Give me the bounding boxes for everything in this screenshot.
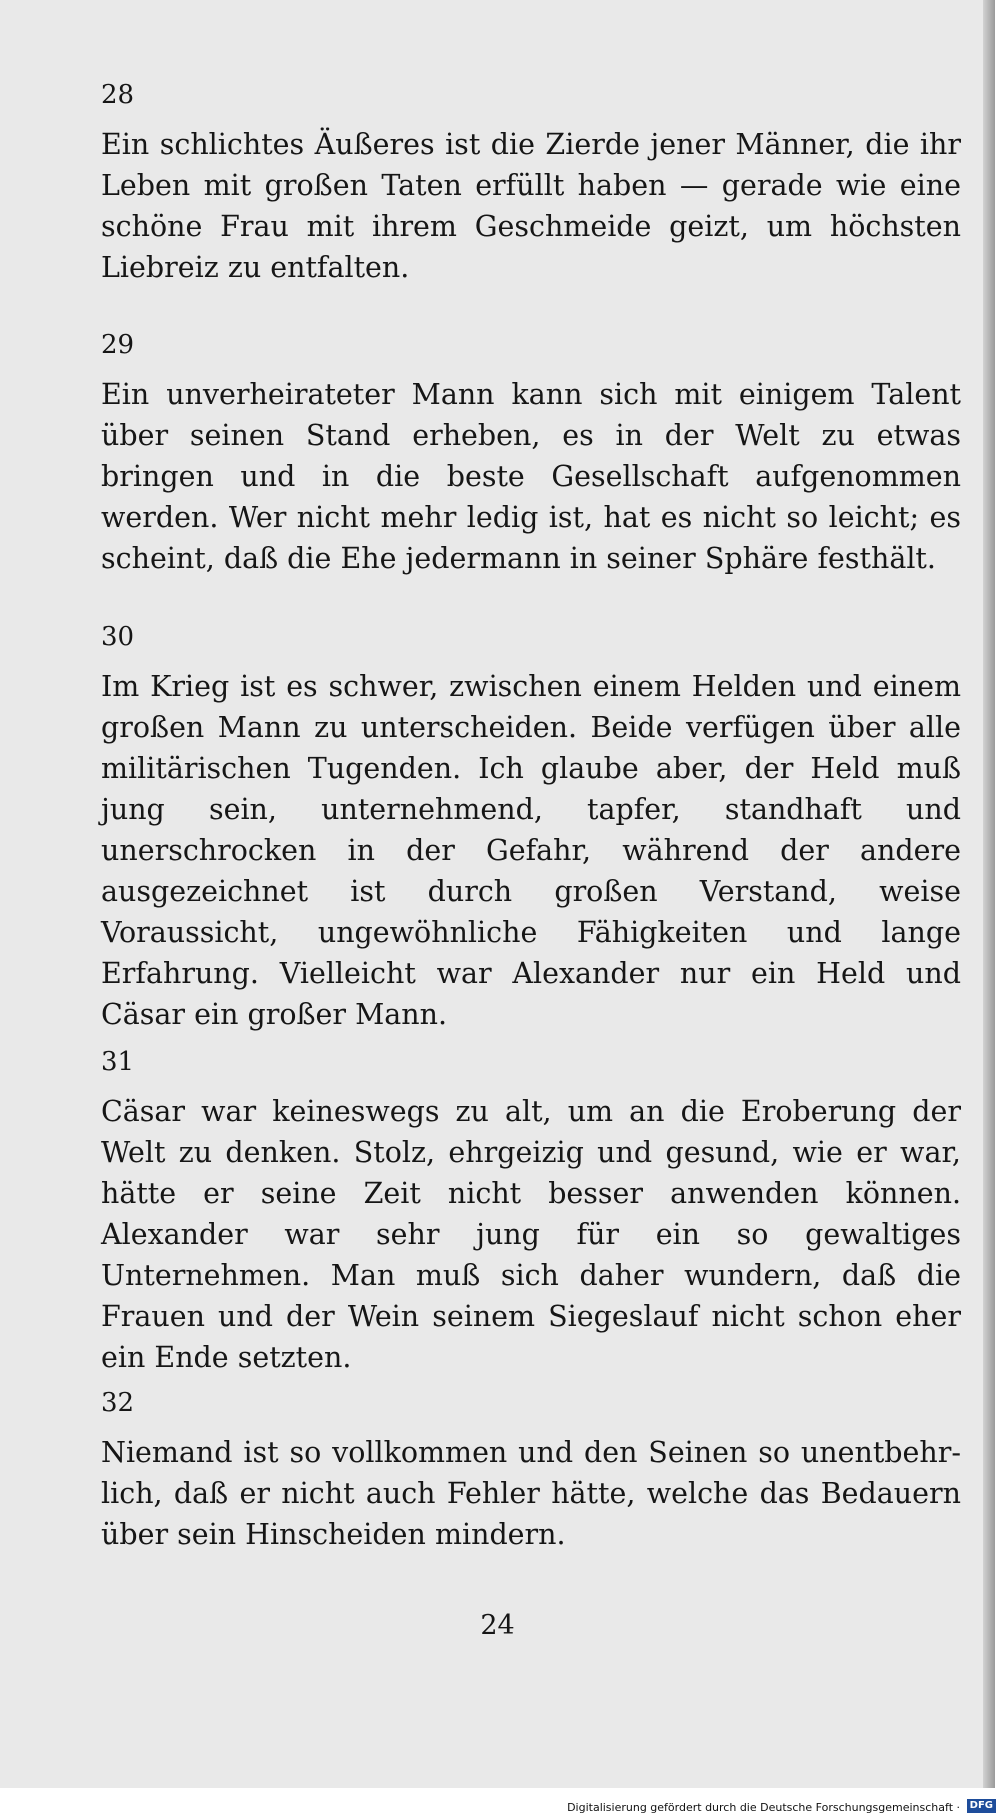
page-edge-shadow <box>983 0 995 1818</box>
aphorism-30 <box>101 622 961 1035</box>
aphorism-number: 31 <box>101 1047 135 1077</box>
aphorism-number: 32 <box>101 1388 135 1418</box>
funding-credit: Digitalisierung gefördert durch die Deutsche Forschungsgemeinschaft · <box>567 1801 960 1814</box>
aphorism-text: Im Krieg ist es schwer, zwischen einem Helden und einem großen Mann zu unterscheiden. Beide verfügen über alle militärischen Tugenden. Ich glaube aber, der Held muß jung sein, unternehmend, tapfer, standhaft und unerschrocken in der Gefahr, während der andere ausgezeichnet ist durch großen Verstand, weise Voraussicht, ungewöhnliche Fähigkeiten und lange Erfahrung. Vielleicht war Alexander nur ein Held und Cäsar ein großer Mann. <box>101 670 961 1031</box>
aphorism-number: 28 <box>101 80 135 110</box>
aphorism-29 <box>101 330 961 579</box>
aphorism-28 <box>101 80 961 288</box>
aphorism-31 <box>101 1047 961 1378</box>
aphorism-32 <box>101 1388 961 1555</box>
page-number: 24 <box>480 1610 515 1641</box>
dfg-logo: DFG <box>967 1799 996 1813</box>
aphorism-number: 29 <box>101 330 135 360</box>
aphorism-text: Niemand ist so vollkommen und den Seinen so unentbehrlich, daß er nicht auch Fehler hätte, welche das Bedauern über sein Hinscheiden mindern. <box>101 1436 961 1551</box>
aphorism-text: Ein schlichtes Äußeres ist die Zierde jener Männer, die ihr Leben mit großen Taten erfüllt haben — gerade wie eine schöne Frau mit ihrem Geschmeide geizt, um höchsten Liebreiz zu entfalten. <box>101 128 961 284</box>
digitization-footer <box>0 1788 1000 1818</box>
aphorism-text: Cäsar war keineswegs zu alt, um an die Eroberung der Welt zu denken. Stolz, ehrgeizig und gesund, wie er war, hätte er seine Zeit nicht besser anwenden können. Alexander war sehr jung für ein so gewaltiges Unternehmen. Man muß sich daher wundern, daß die Frauen und der Wein seinem Siegeslauf nicht schon eher ein Ende setzten. <box>101 1095 961 1374</box>
aphorism-text: Ein unverheirateter Mann kann sich mit einigem Talent über seinen Stand erheben, es in der Welt zu etwas bringen und in die beste Gesellschaft aufgenommen werden. Wer nicht mehr ledig ist, hat es nicht so leicht; es scheint, daß die Ehe jedermann in seiner Sphäre festhält. <box>101 378 961 575</box>
aphorism-number: 30 <box>101 622 135 652</box>
